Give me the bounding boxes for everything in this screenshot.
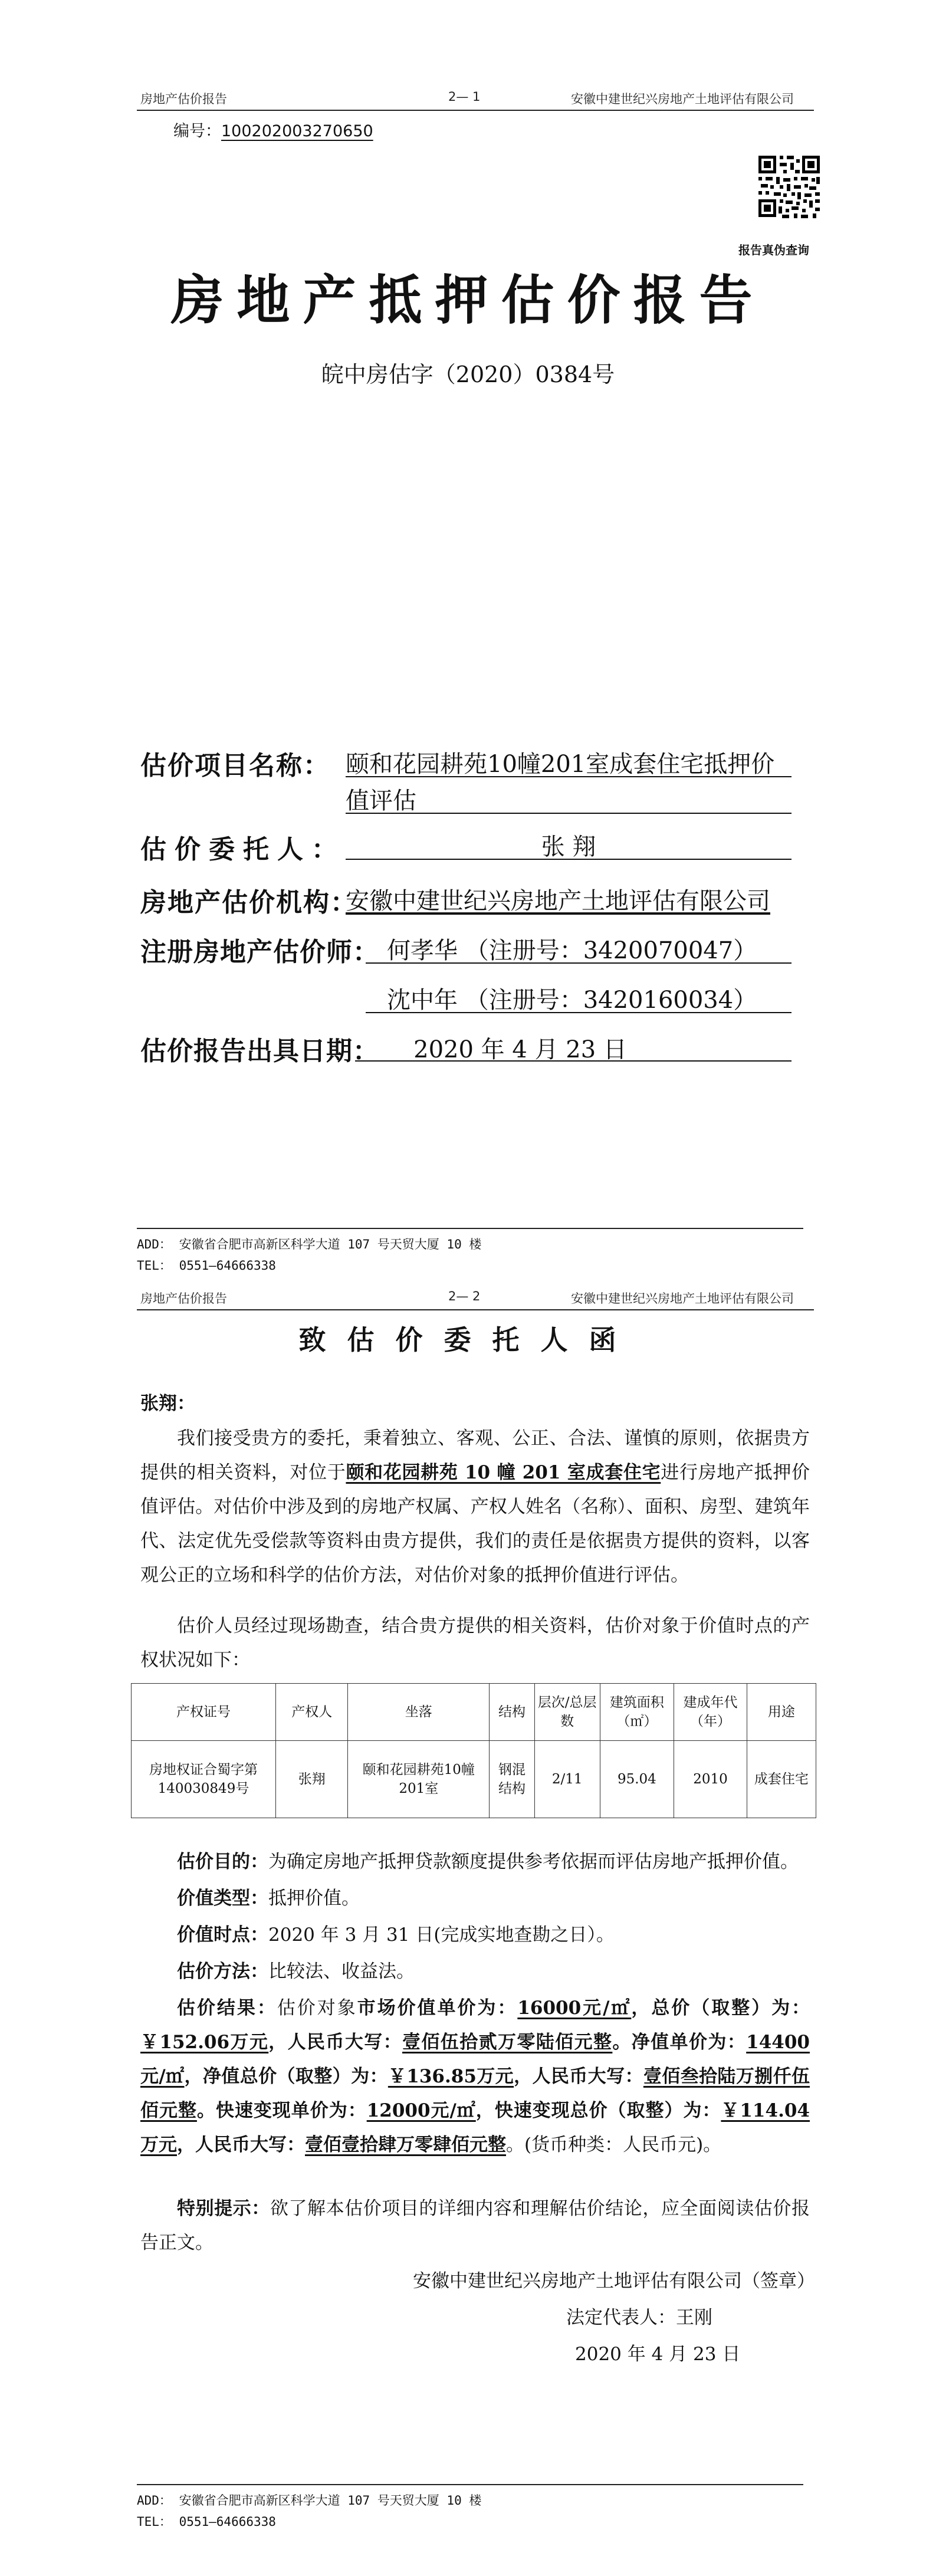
qr-code-icon[interactable] — [740, 155, 839, 244]
letter-title: 致估价委托人函 — [298, 1324, 638, 1356]
serial-label: 编号： — [173, 122, 221, 140]
quick-sale-unit-price: 12000元/㎡ — [366, 2100, 476, 2121]
salutation: 张翔： — [140, 1393, 195, 1414]
result-text: ，人民币大写： — [177, 2134, 305, 2156]
table-header-cell: 结构 — [490, 1684, 535, 1741]
intro-text-a: 我们接受贵方的委托，秉着独立、客观、公正、合法、谨慎的原则，依据贵方提供的相关资料，对位于 — [140, 1428, 810, 1483]
value-time-value: 2020 年 3 月 31 日(完成实地查勘之日）。 — [268, 1924, 615, 1946]
table-header-cell: 产权证号 — [132, 1684, 276, 1741]
purpose-value: 为确定房地产抵押贷款额度提供参考依据而评估房地产抵押价值。 — [268, 1851, 799, 1872]
signature-company: 安徽中建世纪兴房地产土地评估有限公司（签章） — [413, 2271, 815, 2292]
appraiser-2: 沈中年 （注册号：3420160034） — [387, 987, 757, 1014]
serial-number — [173, 118, 373, 141]
method-line — [140, 1954, 810, 1989]
project-value-line2: 值评估 — [346, 787, 416, 814]
result-text: 。(货币种类：人民币元)。 — [506, 2134, 722, 2156]
document-number: 皖中房估字（2020）0384号 — [321, 362, 615, 387]
method-value: 比较法、收益法。 — [268, 1961, 415, 1982]
header-page-number: 2— 1 — [448, 90, 481, 104]
project-underline-1 — [346, 776, 792, 777]
notice-value: 欲了解本估价项目的详细内容和理解估价结论，应全面阅读估价报告正文。 — [140, 2198, 810, 2253]
notice-label: 特别提示： — [177, 2198, 270, 2219]
appraiser-2-underline — [366, 1012, 792, 1013]
header-rule — [137, 110, 814, 111]
client-value: 张 翔 — [541, 833, 596, 860]
serial-value: 100202003270650 — [221, 122, 373, 140]
table-header-row — [132, 1684, 816, 1741]
header-right: 安徽中建世纪兴房地产土地评估有限公司 — [571, 92, 794, 106]
market-total-price: ￥152.06万元 — [140, 2032, 269, 2053]
value-time-label: 价值时点： — [177, 1924, 268, 1946]
header-right: 安徽中建世纪兴房地产土地评估有限公司 — [571, 1292, 794, 1306]
footer-telephone: TEL： 0551—64666338 — [137, 2515, 276, 2529]
footer-address: ADD： 安徽省合肥市高新区科学大道 107 号天贸大厦 10 楼 — [137, 1237, 482, 1251]
client-label: 估价委托人： — [140, 834, 346, 865]
table-cell: 钢混结构 — [490, 1741, 535, 1818]
table-row — [132, 1741, 816, 1818]
result-text: ，净值总价（取整）为： — [184, 2066, 388, 2087]
project-underline-2 — [346, 813, 792, 814]
result-text: ，快速变现总价（取整）为： — [475, 2100, 721, 2121]
quick-sale-total-chinese: 壹佰壹拾肆万零肆佰元整 — [305, 2134, 506, 2156]
method-label: 估价方法： — [177, 1961, 268, 1982]
table-header-cell: 坐落 — [348, 1684, 490, 1741]
header-rule — [137, 1309, 814, 1310]
project-label: 估价项目名称： — [140, 751, 330, 781]
table-cell: 张翔 — [275, 1741, 347, 1818]
result-text: 市场价值单价为： — [357, 1997, 518, 2019]
footer-telephone: TEL： 0551—64666338 — [137, 1259, 276, 1273]
result-text: 。快速变现单价为： — [196, 2100, 367, 2121]
value-type-value: 抵押价值。 — [268, 1888, 360, 1909]
appraiser-1-underline — [366, 962, 792, 964]
net-total-price: ￥136.85万元 — [387, 2066, 514, 2087]
paragraph-intro — [140, 1421, 810, 1592]
value-type-line — [140, 1881, 810, 1915]
value-time-line — [140, 1918, 810, 1952]
date-label: 估价报告出具日期： — [140, 1036, 379, 1066]
property-address: 颐和花园耕苑 10 幢 201 室成套住宅 — [346, 1462, 661, 1483]
market-unit-price: 16000元/㎡ — [517, 1997, 632, 2019]
table-cell: 2010 — [674, 1741, 747, 1818]
value-type-label: 价值类型： — [177, 1888, 268, 1909]
property-rights-table — [131, 1683, 816, 1818]
header-left: 房地产估价报告 — [140, 1292, 227, 1306]
footer-rule — [137, 1228, 803, 1229]
purpose-label: 估价目的： — [177, 1851, 268, 1872]
table-header-cell: 用途 — [747, 1684, 816, 1741]
table-header-cell: 产权人 — [275, 1684, 347, 1741]
table-header-cell: 建成年代（年） — [674, 1684, 747, 1741]
intro-text-c: 进行房地产抵押价值评估。对估价中涉及到的房地产权属、产权人姓名（名称）、面积、房型、建筑年代、法定优先受偿款等资料由贵方提供，我们的责任是依据贵方提供的资料，以客观公正的立场和科学的估价方法，对估价对象的抵押价值进行评估。 — [140, 1462, 810, 1586]
valuation-result — [140, 1991, 810, 2162]
table-cell: 房地权证合蜀字第140030849号 — [132, 1741, 276, 1818]
table-cell: 成套住宅 — [747, 1741, 816, 1818]
header-page-number: 2— 2 — [448, 1289, 481, 1303]
header-left: 房地产估价报告 — [140, 92, 227, 106]
date-value: 2020 年 4 月 23 日 — [413, 1036, 627, 1063]
legal-representative: 法定代表人：王刚 — [566, 2307, 712, 2328]
result-label: 估价结果： — [177, 1997, 277, 2019]
result-text: ，人民币大写： — [268, 2032, 403, 2053]
agency-value: 安徽中建世纪兴房地产土地评估有限公司 — [346, 888, 770, 915]
result-text: ，人民币大写： — [514, 2066, 643, 2087]
result-text: ，总价（取整）为： — [631, 1997, 810, 2019]
footer-rule — [137, 2484, 803, 2485]
table-cell: 95.04 — [600, 1741, 674, 1818]
paragraph-survey: 估价人员经过现场勘查，结合贵方提供的相关资料，估价对象于价值时点的产权状况如下： — [140, 1615, 810, 1671]
net-total-chinese: 壹佰叁拾陆万捌仟伍佰元整 — [140, 2066, 810, 2121]
table-header-cell: 建筑面积（㎡） — [600, 1684, 674, 1741]
qr-caption: 报告真伪查询 — [738, 243, 809, 257]
result-text: 估价对象 — [277, 1997, 357, 2019]
net-unit-price: 14400元/㎡ — [140, 2032, 810, 2087]
table-cell: 2/11 — [534, 1741, 600, 1818]
project-value-line1: 颐和花园耕苑10幢201室成套住宅抵押价 — [346, 751, 775, 778]
table-cell: 颐和花园耕苑10幢201室 — [348, 1741, 490, 1818]
appraiser-1: 何孝华 （注册号：3420070047） — [387, 937, 757, 964]
quick-sale-total-price: ￥114.04万元 — [140, 2100, 810, 2156]
footer-address: ADD： 安徽省合肥市高新区科学大道 107 号天贸大厦 10 楼 — [137, 2493, 482, 2508]
report-title: 房地产抵押估价报告 — [170, 269, 766, 331]
agency-label: 房地产估价机构： — [140, 888, 357, 918]
purpose-line — [140, 1845, 810, 1879]
signature-date: 2020 年 4 月 23 日 — [575, 2344, 741, 2365]
table-header-cell: 层次/总层数 — [534, 1684, 600, 1741]
special-notice — [140, 2191, 810, 2260]
market-total-chinese: 壹佰伍拾贰万零陆佰元整 — [402, 2032, 613, 2053]
appraiser-label: 注册房地产估价师： — [140, 937, 379, 967]
result-text: 。净值单价为： — [612, 2032, 747, 2053]
